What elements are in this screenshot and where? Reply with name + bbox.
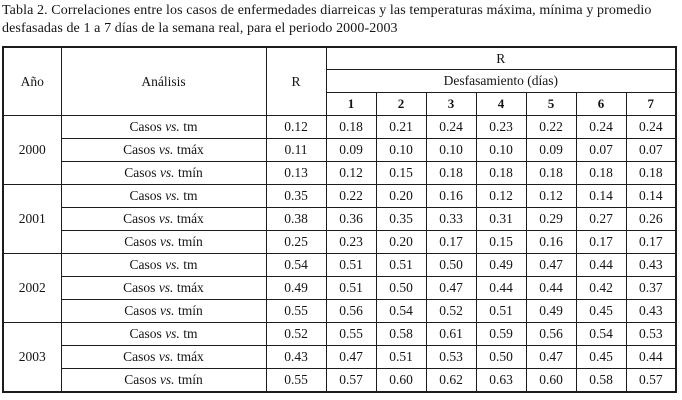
analysis-var: tmáx <box>176 349 204 365</box>
lag-value-cell: 0.57 <box>326 369 376 392</box>
r-value-cell: 0.55 <box>266 300 326 323</box>
lag-value-cell: 0.54 <box>576 323 626 346</box>
lag-value-cell: 0.33 <box>426 208 476 231</box>
lag-value-cell: 0.54 <box>376 300 426 323</box>
col-header-day-3: 3 <box>426 93 476 116</box>
analysis-pre: Casos <box>129 188 162 204</box>
analysis-cell <box>61 369 266 392</box>
col-header-day-7: 7 <box>626 93 676 116</box>
lag-value-cell: 0.44 <box>626 346 676 369</box>
lag-value-cell: 0.16 <box>426 185 476 208</box>
analysis-vs: vs. <box>159 234 175 250</box>
analysis-var: tm <box>183 119 198 135</box>
table-row <box>3 185 676 208</box>
table-row <box>3 162 676 185</box>
lag-value-cell: 0.59 <box>476 323 526 346</box>
analysis-pre: Casos <box>124 165 157 181</box>
analysis-cell <box>61 208 266 231</box>
col-header-day-2: 2 <box>376 93 426 116</box>
lag-value-cell: 0.45 <box>576 300 626 323</box>
analysis-cell <box>61 277 266 300</box>
lag-value-cell: 0.16 <box>526 231 576 254</box>
table-row <box>3 323 676 346</box>
col-header-day-1: 1 <box>326 93 376 116</box>
analysis-var: tmín <box>177 372 203 388</box>
lag-value-cell: 0.50 <box>426 254 476 277</box>
table-row <box>3 277 676 300</box>
lag-value-cell: 0.12 <box>476 185 526 208</box>
lag-value-cell: 0.18 <box>426 162 476 185</box>
lag-value-cell: 0.62 <box>426 369 476 392</box>
analysis-var: tm <box>183 257 198 273</box>
lag-value-cell: 0.60 <box>376 369 426 392</box>
year-cell: 2001 <box>3 185 61 254</box>
lag-value-cell: 0.10 <box>426 139 476 162</box>
analysis-cell <box>61 185 266 208</box>
year-cell: 2002 <box>3 254 61 323</box>
r-value-cell: 0.25 <box>266 231 326 254</box>
lag-value-cell: 0.22 <box>326 185 376 208</box>
lag-value-cell: 0.44 <box>526 277 576 300</box>
col-header-r: R <box>266 47 326 116</box>
lag-value-cell: 0.47 <box>426 277 476 300</box>
analysis-vs: vs. <box>158 349 174 365</box>
analysis-pre: Casos <box>124 372 157 388</box>
table-body <box>3 116 676 392</box>
lag-value-cell: 0.61 <box>426 323 476 346</box>
lag-value-cell: 0.51 <box>326 254 376 277</box>
lag-value-cell: 0.17 <box>626 231 676 254</box>
lag-value-cell: 0.22 <box>526 116 576 139</box>
lag-value-cell: 0.09 <box>526 139 576 162</box>
lag-value-cell: 0.20 <box>376 185 426 208</box>
lag-value-cell: 0.45 <box>576 346 626 369</box>
lag-value-cell: 0.17 <box>576 231 626 254</box>
analysis-pre: Casos <box>123 211 156 227</box>
r-value-cell: 0.55 <box>266 369 326 392</box>
analysis-var: tmín <box>177 303 203 319</box>
analysis-pre: Casos <box>129 326 162 342</box>
analysis-var: tmín <box>177 165 203 181</box>
r-value-cell: 0.35 <box>266 185 326 208</box>
year-cell: 2000 <box>3 116 61 185</box>
analysis-pre: Casos <box>129 257 162 273</box>
analysis-var: tmáx <box>176 280 204 296</box>
lag-value-cell: 0.24 <box>626 116 676 139</box>
analysis-vs: vs. <box>165 257 180 273</box>
lag-value-cell: 0.12 <box>526 185 576 208</box>
lag-value-cell: 0.36 <box>326 208 376 231</box>
lag-value-cell: 0.44 <box>476 277 526 300</box>
year-cell: 2003 <box>3 323 61 392</box>
lag-value-cell: 0.63 <box>476 369 526 392</box>
r-value-cell: 0.43 <box>266 346 326 369</box>
lag-value-cell: 0.57 <box>626 369 676 392</box>
table-row <box>3 231 676 254</box>
lag-value-cell: 0.56 <box>326 300 376 323</box>
lag-value-cell: 0.07 <box>576 139 626 162</box>
analysis-pre: Casos <box>124 234 157 250</box>
analysis-cell <box>61 254 266 277</box>
lag-value-cell: 0.26 <box>626 208 676 231</box>
lag-value-cell: 0.37 <box>626 277 676 300</box>
lag-value-cell: 0.55 <box>326 323 376 346</box>
r-value-cell: 0.12 <box>266 116 326 139</box>
lag-value-cell: 0.53 <box>626 323 676 346</box>
col-header-day-4: 4 <box>476 93 526 116</box>
analysis-pre: Casos <box>129 119 162 135</box>
analysis-vs: vs. <box>159 372 175 388</box>
lag-value-cell: 0.29 <box>526 208 576 231</box>
lag-value-cell: 0.43 <box>626 254 676 277</box>
table-row <box>3 369 676 392</box>
lag-value-cell: 0.49 <box>526 300 576 323</box>
r-value-cell: 0.54 <box>266 254 326 277</box>
lag-value-cell: 0.20 <box>376 231 426 254</box>
analysis-vs: vs. <box>158 211 174 227</box>
lag-value-cell: 0.60 <box>526 369 576 392</box>
lag-value-cell: 0.51 <box>376 254 426 277</box>
analysis-cell <box>61 139 266 162</box>
lag-value-cell: 0.43 <box>626 300 676 323</box>
lag-value-cell: 0.07 <box>626 139 676 162</box>
r-value-cell: 0.11 <box>266 139 326 162</box>
table-row <box>3 139 676 162</box>
lag-value-cell: 0.17 <box>426 231 476 254</box>
lag-value-cell: 0.51 <box>476 300 526 323</box>
analysis-var: tmáx <box>176 142 204 158</box>
analysis-cell <box>61 323 266 346</box>
table-header <box>3 47 676 116</box>
lag-value-cell: 0.50 <box>376 277 426 300</box>
lag-value-cell: 0.51 <box>326 277 376 300</box>
lag-value-cell: 0.27 <box>576 208 626 231</box>
lag-value-cell: 0.12 <box>326 162 376 185</box>
col-header-year: Año <box>3 47 61 116</box>
analysis-vs: vs. <box>159 303 175 319</box>
col-header-r-group: R <box>326 47 676 70</box>
analysis-pre: Casos <box>123 142 156 158</box>
lag-value-cell: 0.58 <box>376 323 426 346</box>
lag-value-cell: 0.56 <box>526 323 576 346</box>
lag-value-cell: 0.14 <box>626 185 676 208</box>
analysis-vs: vs. <box>165 188 180 204</box>
lag-value-cell: 0.24 <box>426 116 476 139</box>
lag-value-cell: 0.15 <box>476 231 526 254</box>
lag-value-cell: 0.47 <box>326 346 376 369</box>
lag-value-cell: 0.18 <box>526 162 576 185</box>
analysis-var: tm <box>183 188 198 204</box>
r-value-cell: 0.13 <box>266 162 326 185</box>
lag-value-cell: 0.24 <box>576 116 626 139</box>
lag-value-cell: 0.42 <box>576 277 626 300</box>
lag-value-cell: 0.44 <box>576 254 626 277</box>
r-value-cell: 0.49 <box>266 277 326 300</box>
lag-value-cell: 0.31 <box>476 208 526 231</box>
lag-value-cell: 0.47 <box>526 254 576 277</box>
lag-value-cell: 0.51 <box>376 346 426 369</box>
col-header-analysis: Análisis <box>61 47 266 116</box>
table-caption: Tabla 2. Correlaciones entre los casos de enfermedades diarreicas y las temperaturas máxima, mínima y promedio desfasadas de 1 a 7 días de la semana real, para el periodo 2000-2003 <box>2 3 652 36</box>
lag-value-cell: 0.21 <box>376 116 426 139</box>
table-row <box>3 346 676 369</box>
lag-value-cell: 0.18 <box>476 162 526 185</box>
table-row <box>3 300 676 323</box>
lag-value-cell: 0.23 <box>326 231 376 254</box>
r-value-cell: 0.38 <box>266 208 326 231</box>
analysis-cell <box>61 346 266 369</box>
analysis-cell <box>61 116 266 139</box>
table-row <box>3 208 676 231</box>
lag-value-cell: 0.49 <box>476 254 526 277</box>
r-value-cell: 0.52 <box>266 323 326 346</box>
table-row <box>3 116 676 139</box>
lag-value-cell: 0.10 <box>476 139 526 162</box>
lag-value-cell: 0.47 <box>526 346 576 369</box>
analysis-var: tm <box>183 326 198 342</box>
analysis-vs: vs. <box>165 119 180 135</box>
lag-value-cell: 0.09 <box>326 139 376 162</box>
analysis-vs: vs. <box>165 326 180 342</box>
header-row-1 <box>3 47 676 70</box>
lag-value-cell: 0.23 <box>476 116 526 139</box>
analysis-pre: Casos <box>124 303 157 319</box>
analysis-cell <box>61 162 266 185</box>
analysis-var: tmín <box>177 234 203 250</box>
lag-value-cell: 0.35 <box>376 208 426 231</box>
lag-value-cell: 0.52 <box>426 300 476 323</box>
analysis-vs: vs. <box>158 280 174 296</box>
correlation-table <box>2 46 677 393</box>
lag-value-cell: 0.14 <box>576 185 626 208</box>
analysis-var: tmáx <box>176 211 204 227</box>
lag-value-cell: 0.18 <box>326 116 376 139</box>
analysis-cell <box>61 231 266 254</box>
lag-value-cell: 0.18 <box>626 162 676 185</box>
col-header-day-6: 6 <box>576 93 626 116</box>
lag-value-cell: 0.10 <box>376 139 426 162</box>
lag-value-cell: 0.58 <box>576 369 626 392</box>
analysis-vs: vs. <box>158 142 174 158</box>
lag-value-cell: 0.18 <box>576 162 626 185</box>
analysis-pre: Casos <box>123 280 156 296</box>
col-header-lag-group: Desfasamiento (días) <box>326 70 676 93</box>
table-row <box>3 254 676 277</box>
lag-value-cell: 0.53 <box>426 346 476 369</box>
analysis-vs: vs. <box>159 165 175 181</box>
lag-value-cell: 0.15 <box>376 162 426 185</box>
analysis-pre: Casos <box>123 349 156 365</box>
analysis-cell <box>61 300 266 323</box>
lag-value-cell: 0.50 <box>476 346 526 369</box>
col-header-day-5: 5 <box>526 93 576 116</box>
